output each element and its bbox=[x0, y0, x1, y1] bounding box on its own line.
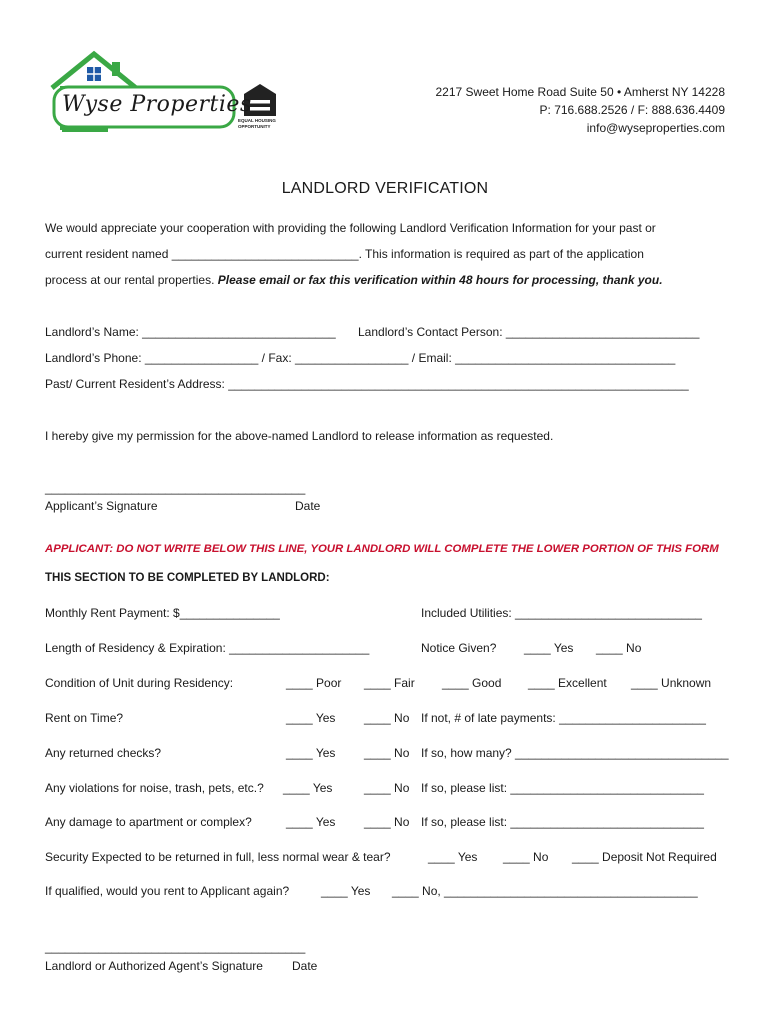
unit-condition-label: Condition of Unit during Residency: bbox=[45, 676, 234, 690]
landlord-signature-label: Landlord or Authorized Agent’s Signature bbox=[45, 959, 263, 973]
residency-length-field[interactable]: Length of Residency & Expiration: _____________________ bbox=[45, 641, 370, 655]
warning-text: APPLICANT: DO NOT WRITE BELOW THIS LINE, YOUR LANDLORD WILL COMPLETE THE LOWER PORTION OF THIS FORM bbox=[45, 543, 719, 555]
intro-line-3-text: process at our rental properties. bbox=[45, 273, 218, 287]
violations-label: Any violations for noise, trash, pets, etc.? bbox=[45, 781, 264, 795]
returned-checks-count-field[interactable]: If so, how many? ________________________________ bbox=[421, 746, 729, 760]
rent-again-label: If qualified, would you rent to Applicant again? bbox=[45, 884, 290, 898]
email-line: info@wyseproperties.com bbox=[586, 121, 725, 135]
eho-label-line-2: OPPORTUNITY bbox=[238, 124, 271, 129]
logo-wordmark: Wyse Properties bbox=[62, 92, 252, 117]
permission-statement: I hereby give my permission for the above-named Landlord to release information as requested. bbox=[45, 429, 554, 443]
returned-checks-label: Any returned checks? bbox=[45, 746, 162, 760]
applicant-signature-label: Applicant’s Signature bbox=[45, 499, 158, 513]
page-title: LANDLORD VERIFICATION bbox=[281, 180, 489, 197]
security-yes-option[interactable]: ____ Yes bbox=[428, 850, 478, 864]
address-line: 2217 Sweet Home Road Suite 50 • Amherst NY 14228 bbox=[435, 85, 725, 99]
company-address-block bbox=[436, 83, 726, 137]
rent-again-yes-option[interactable]: ____ Yes bbox=[321, 884, 371, 898]
condition-good-option[interactable]: ____ Good bbox=[442, 676, 502, 690]
violations-list-field[interactable]: If so, please list: _____________________________ bbox=[421, 781, 704, 795]
condition-excellent-option[interactable]: ____ Excellent bbox=[528, 676, 607, 690]
landlord-signature-line[interactable]: _______________________________________ bbox=[45, 940, 306, 954]
eho-label-line-1: EQUAL HOUSING bbox=[238, 118, 276, 123]
condition-fair-option[interactable]: ____ Fair bbox=[364, 676, 415, 690]
violations-yes-option[interactable]: ____ Yes bbox=[283, 781, 333, 795]
notice-yes-option[interactable]: ____ Yes bbox=[524, 641, 574, 655]
condition-poor-option[interactable]: ____ Poor bbox=[286, 676, 342, 690]
applicant-date-label: Date bbox=[295, 499, 321, 513]
damage-no-option[interactable]: ____ No bbox=[364, 815, 410, 829]
intro-line-3 bbox=[45, 273, 663, 287]
wyse-properties-logo bbox=[48, 50, 284, 134]
intro-instruction: Please email or fax this verification within 48 hours for processing, thank you. bbox=[217, 273, 663, 287]
phone-fax-email-field[interactable]: Landlord’s Phone: _________________ / Fax: _________________ / Email: _________________________________ bbox=[45, 351, 676, 365]
damage-list-field[interactable]: If so, please list: _____________________________ bbox=[421, 815, 704, 829]
damage-yes-option[interactable]: ____ Yes bbox=[286, 815, 336, 829]
intro-line-2: current resident named ____________________________. This information is required as part of the application bbox=[45, 247, 644, 261]
included-utilities-field[interactable]: Included Utilities: ____________________________ bbox=[421, 606, 702, 620]
returned-checks-yes-option[interactable]: ____ Yes bbox=[286, 746, 336, 760]
landlord-name-field[interactable]: Landlord’s Name: _____________________________ bbox=[45, 325, 336, 339]
damage-label: Any damage to apartment or complex? bbox=[45, 815, 252, 829]
rent-on-time-yes-option[interactable]: ____ Yes bbox=[286, 711, 336, 725]
security-deposit-label: Security Expected to be returned in full, less normal wear & tear? bbox=[45, 850, 391, 864]
late-payments-field[interactable]: If not, # of late payments: ______________________ bbox=[421, 711, 706, 725]
rent-on-time-no-option[interactable]: ____ No bbox=[364, 711, 410, 725]
notice-given-label: Notice Given? bbox=[421, 641, 497, 655]
resident-address-field[interactable]: Past/ Current Resident’s Address: _____________________________________________________________________ bbox=[45, 377, 689, 391]
rent-again-no-field[interactable]: ____ No, ______________________________________ bbox=[392, 884, 698, 898]
deposit-not-required-option[interactable]: ____ Deposit Not Required bbox=[572, 850, 717, 864]
violations-no-option[interactable]: ____ No bbox=[364, 781, 410, 795]
monthly-rent-field[interactable]: Monthly Rent Payment: $_______________ bbox=[45, 606, 280, 620]
landlord-date-label: Date bbox=[292, 959, 318, 973]
phone-fax-line: P: 716.688.2526 / F: 888.636.4409 bbox=[539, 103, 725, 117]
intro-line-1: We would appreciate your cooperation with providing the following Landlord Verification Information for your past or bbox=[45, 221, 656, 235]
notice-no-option[interactable]: ____ No bbox=[596, 641, 642, 655]
rent-on-time-label: Rent on Time? bbox=[45, 711, 124, 725]
contact-person-field[interactable]: Landlord’s Contact Person: _____________________________ bbox=[358, 325, 700, 339]
section-title: THIS SECTION TO BE COMPLETED BY LANDLORD: bbox=[45, 572, 330, 584]
applicant-signature-line[interactable]: _______________________________________ bbox=[45, 481, 306, 495]
security-no-option[interactable]: ____ No bbox=[503, 850, 549, 864]
returned-checks-no-option[interactable]: ____ No bbox=[364, 746, 410, 760]
condition-unknown-option[interactable]: ____ Unknown bbox=[631, 676, 712, 690]
